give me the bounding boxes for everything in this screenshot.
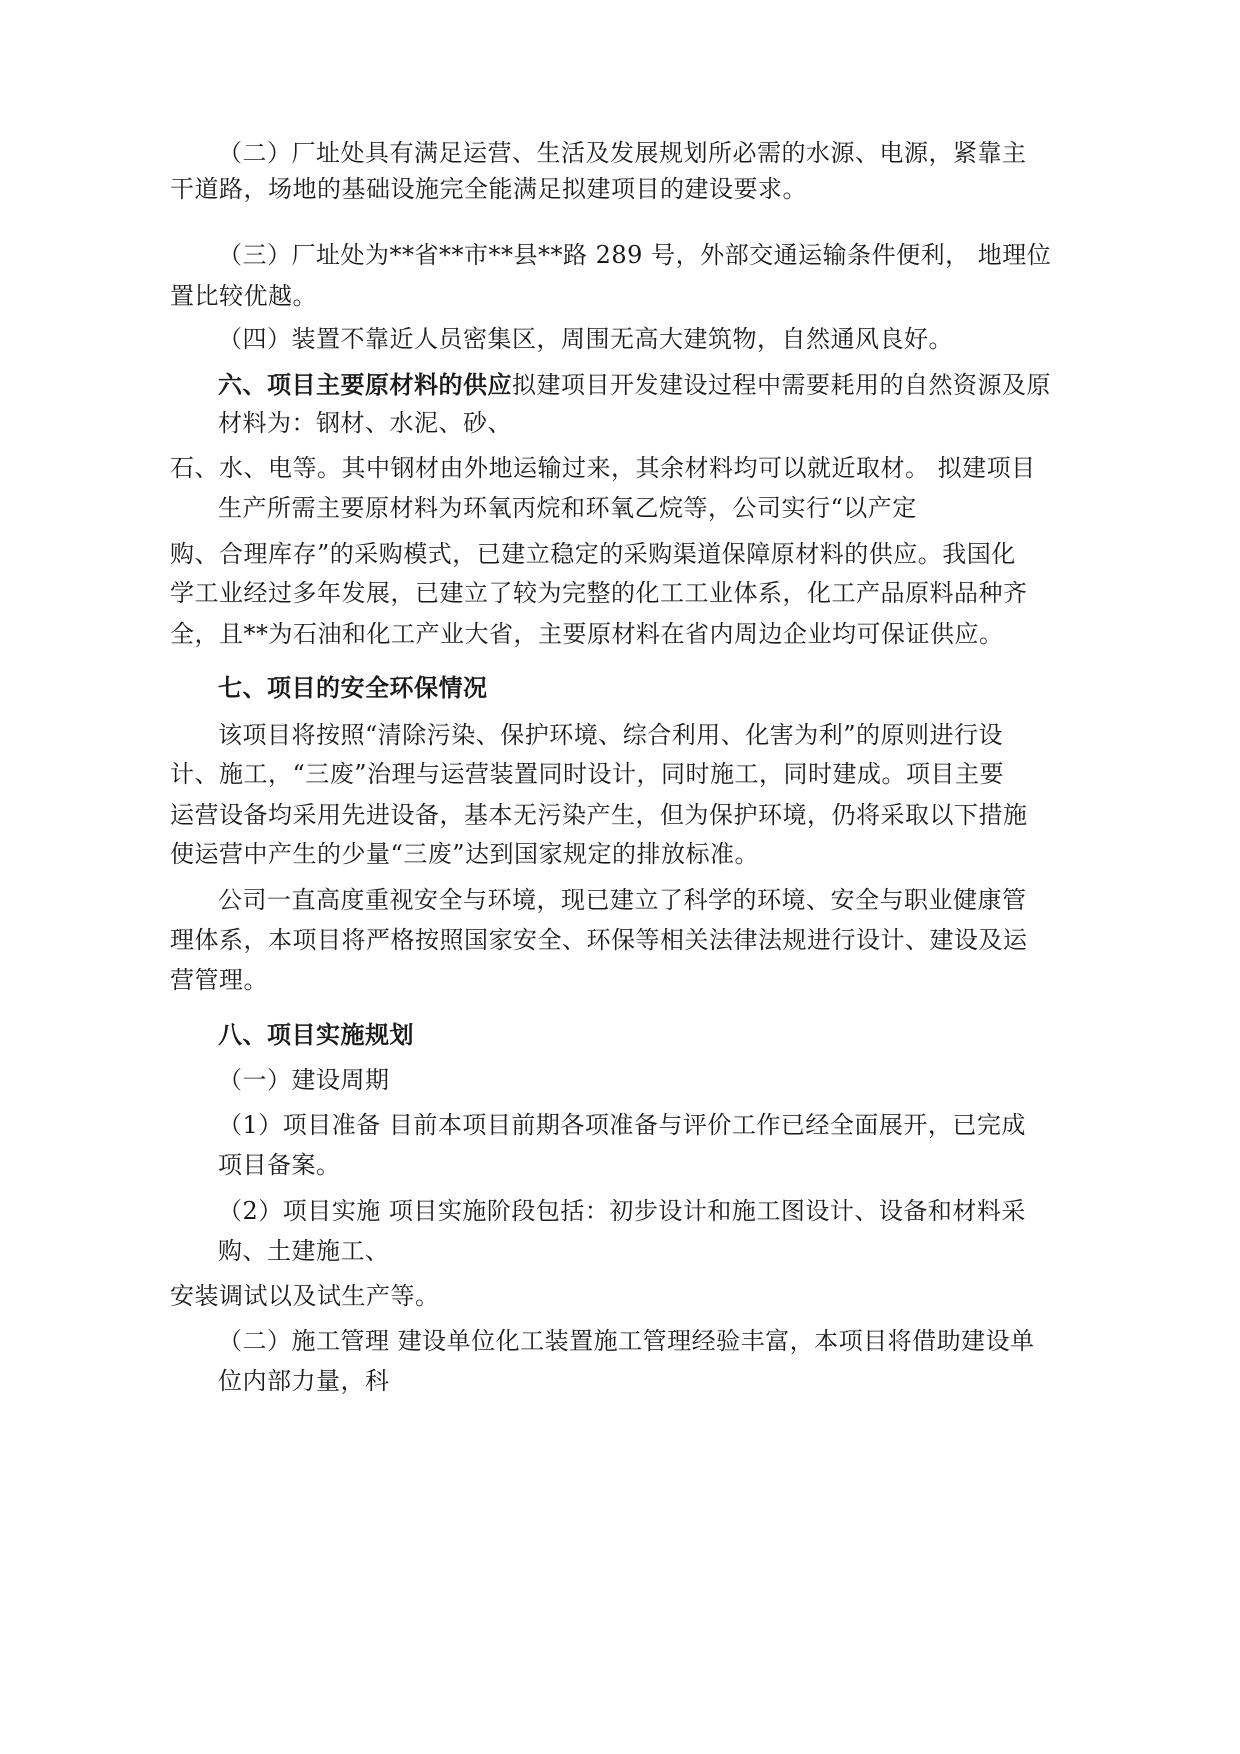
- paragraph-line: 营管理。: [170, 966, 268, 994]
- paragraph-line: （二）施工管理 建设单位化工装置施工管理经验丰富，本项目将借助建设单: [218, 1327, 1035, 1355]
- section-six-text: 拟建项目开发建设过程中需要耗用的自然资源及原: [512, 371, 1051, 399]
- paragraph-line: （三）厂址处为**省**市**县**路 289 号，外部交通运输条件便利， 地理位: [218, 241, 1052, 269]
- paragraph-line: （2）项目实施 项目实施阶段包括：初步设计和施工图设计、设备和材料采: [218, 1197, 1026, 1225]
- paragraph-line: 运营设备均采用先进设备，基本无污染产生，但为保护环境，仍将采取以下措施: [170, 801, 1028, 829]
- heading-section-seven: 七、项目的安全环保情况: [218, 674, 488, 702]
- section-six-line: [218, 370, 1051, 400]
- paragraph-line: 置比较优越。: [170, 282, 317, 310]
- paragraph-line: （一）建设周期: [218, 1066, 390, 1094]
- paragraph-line: 公司一直高度重视安全与环境，现已建立了科学的环境、安全与职业健康管: [218, 886, 1027, 914]
- paragraph-line: 干道路，场地的基础设施完全能满足拟建项目的建设要求。: [170, 175, 807, 203]
- paragraph-line: 项目备案。: [218, 1151, 341, 1179]
- paragraph-line: 购、合理库存”的采购模式，已建立稳定的采购渠道保障原材料的供应。我国化: [170, 540, 1016, 568]
- paragraph-line: 全，且**为石油和化工产业大省，主要原材料在省内周边企业均可保证供应。: [170, 620, 1004, 648]
- paragraph-line: 学工业经过多年发展，已建立了较为完整的化工工业体系，化工产品原料品种齐: [170, 579, 1028, 607]
- paragraph-line: （1）项目准备 目前本项目前期各项准备与评价工作已经全面展开，已完成: [218, 1111, 1026, 1139]
- heading-section-six: 六、项目主要原材料的供应: [218, 371, 512, 399]
- paragraph-line: 材料为：钢材、水泥、砂、: [218, 409, 512, 437]
- paragraph-line: （二）厂址处具有满足运营、生活及发展规划所必需的水源、电源，紧靠主: [218, 139, 1027, 167]
- paragraph-line: 购、土建施工、: [218, 1237, 390, 1265]
- paragraph-line: 该项目将按照“清除污染、保护环境、综合利用、化害为利”的原则进行设: [218, 721, 1004, 749]
- paragraph-line: （四）装置不靠近人员密集区，周围无高大建筑物，自然通风良好。: [218, 325, 953, 353]
- heading-section-eight: 八、项目实施规划: [218, 1021, 414, 1049]
- paragraph-line: 计、施工，“三废”治理与运营装置同时设计，同时施工，同时建成。项目主要: [170, 760, 1005, 788]
- paragraph-line: 使运营中产生的少量“三废”达到国家规定的排放标准。: [170, 840, 760, 868]
- paragraph-line: 石、水、电等。其中钢材由外地运输过来，其余材料均可以就近取材。 拟建项目: [170, 454, 1036, 482]
- paragraph-line: 生产所需主要原材料为环氧丙烷和环氧乙烷等，公司实行“以产定: [218, 494, 917, 522]
- paragraph-line: 位内部力量，科: [218, 1367, 390, 1395]
- paragraph-line: 安装调试以及试生产等。: [170, 1282, 440, 1310]
- paragraph-line: 理体系，本项目将严格按照国家安全、环保等相关法律法规进行设计、建设及运: [170, 926, 1028, 954]
